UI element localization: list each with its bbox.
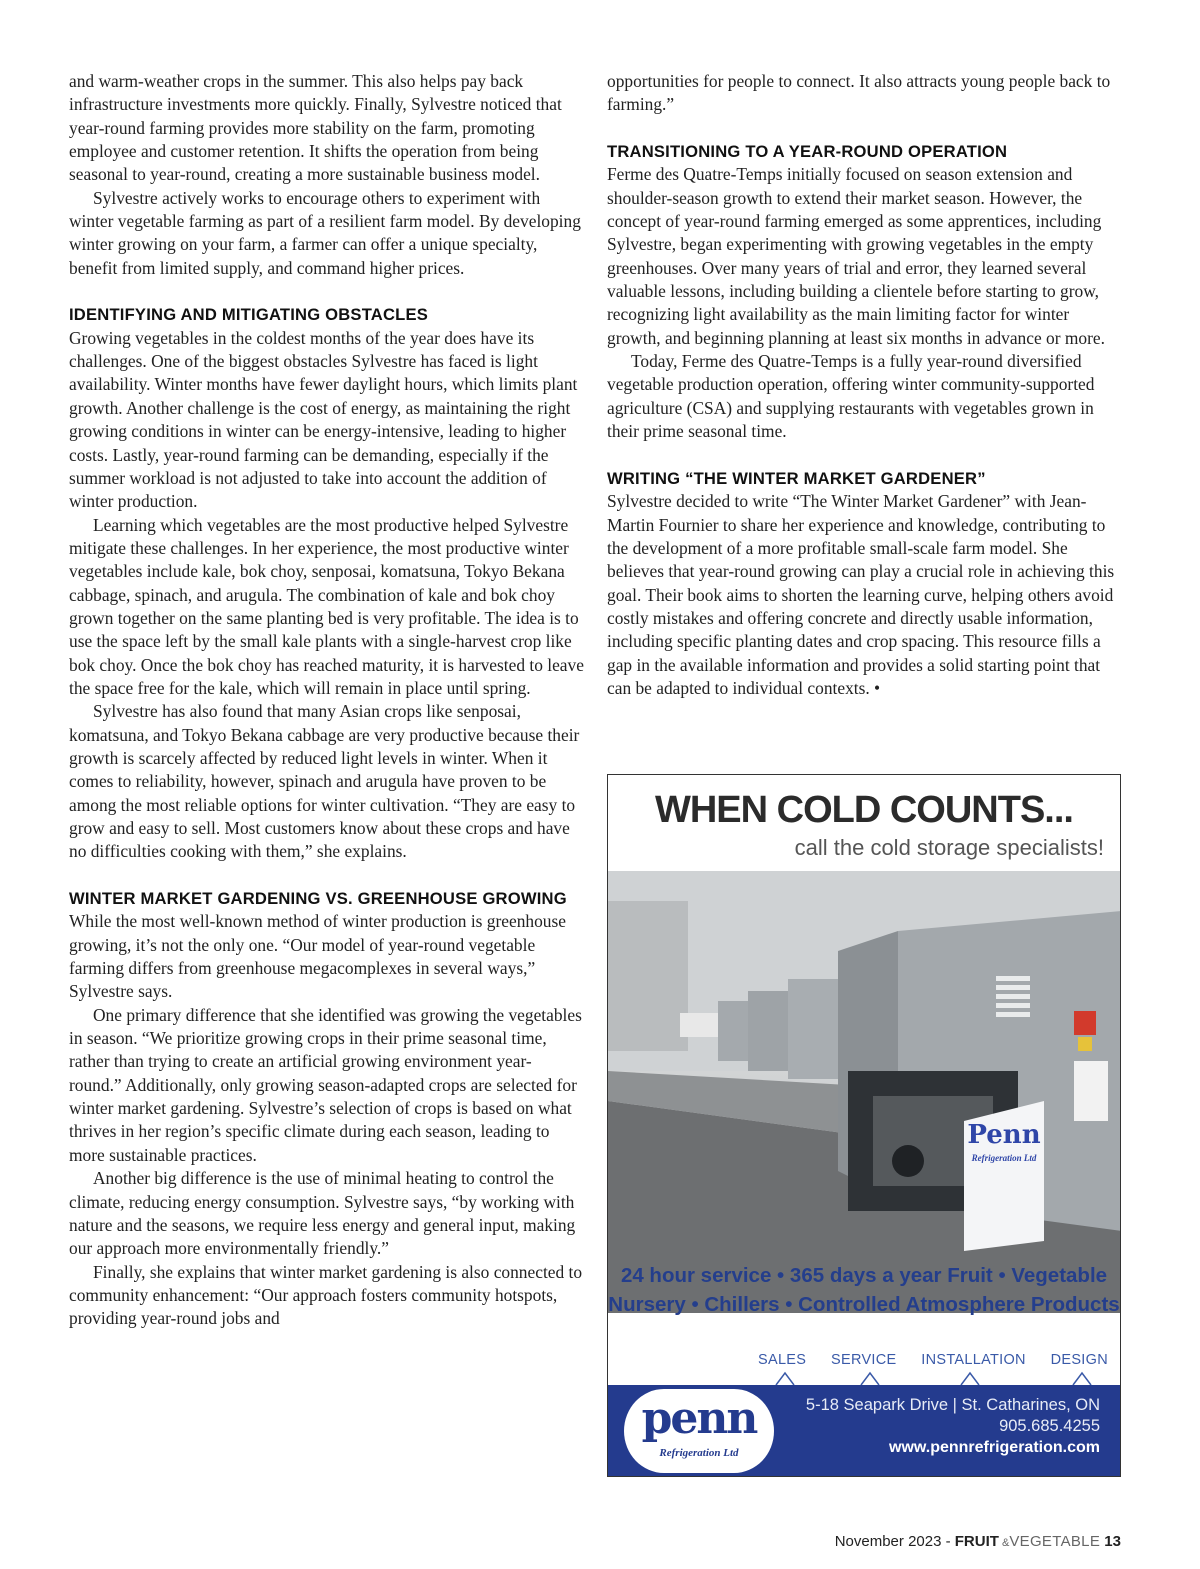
paragraph: While the most well-known method of winter production is greenhouse growing, it’s not the only one. “Our model of year-round vegetable farming differs from greenhouse megacomplexes in several ways,” Sylvestre says.: [69, 911, 566, 1002]
ad-service-line: 24 hour service • 365 days a year Fruit • Vegetable: [620, 1264, 1108, 1287]
article-right-column: [607, 70, 1122, 700]
footer-ampersand: &: [998, 1537, 1010, 1549]
paragraph: Another big difference is the use of minimal heating to control the climate, reducing energy consumption. Sylvestre says, “by working with nature and the seasons, we require less energy and general input, making our approach more environmentally friendly.”: [69, 1168, 576, 1259]
paragraph: One primary difference that she identified was growing the vegetables in season. “We prioritize growing crops in their prime seasonal time, rather than trying to create an artificial growing environment year-round.” Additionally, only growing season-adapted crops are selected for winter market gardening. Sylvestre’s selection of crops is based on what thrives in her region’s specific climate during each season, leading to more sustainable practices.: [69, 1004, 582, 1165]
tag-service: SERVICE: [831, 1352, 897, 1368]
page-number: 13: [1100, 1533, 1121, 1550]
section-heading: WINTER MARKET GARDENING VS. GREENHOUSE GROWING: [69, 889, 567, 909]
penn-logo: [624, 1389, 774, 1473]
penn-logo-sub: Refrigeration Ltd: [659, 1447, 739, 1459]
ad-service-tags: [758, 1352, 1108, 1368]
refrigeration-units-illustration: [608, 871, 1120, 1313]
tag-design: DESIGN: [1050, 1352, 1108, 1368]
ad-service-line: Nursery • Chillers • Controlled Atmosphere Products: [608, 1293, 1120, 1316]
ad-service-text: [608, 1261, 1120, 1319]
footer-publication-fruit: FRUIT: [954, 1533, 999, 1550]
penn-unit-sublabel: Refrigeration Ltd: [971, 1153, 1037, 1163]
ad-photo-refrigeration-units: [608, 871, 1120, 1313]
ad-address: 5-18 Seapark Drive | St. Catharines, ON: [805, 1396, 1100, 1414]
article-left-column: [69, 70, 584, 1331]
paragraph: Growing vegetables in the coldest months of the year does have its challenges. One of the biggest obstacles Sylvestre has faced is light availability. Winter months have fewer daylight hours, which limits plant growth. Another challenge is the cost of energy, as maintaining the right growing conditions in winter can be energy-intensive, leading to higher costs. Lastly, year-round farming can be demanding, especially if the summer workload is not adjusted to take into account the addition of winter production.: [69, 327, 578, 512]
penn-refrigeration-ad[interactable]: [607, 774, 1121, 1477]
section-heading: TRANSITIONING TO A YEAR-ROUND OPERATION: [607, 142, 1008, 162]
paragraph: Learning which vegetables are the most productive helped Sylvestre mitigate these challenges. In her experience, the most productive winter vegetables include kale, bok choy, senposai, komatsuna, Tokyo Bekana cabbage, spinach, and arugula. The combination of kale and bok choy grown together on the same planting bed is very profitable. The idea is to use the space left by the small kale plants with a single-harvest crop like bok choy. Once the bok choy has reached maturity, it is harvested to leave the space free for the kale, which will remain in place until spring.: [69, 514, 584, 698]
paragraph: Sylvestre actively works to encourage others to experiment with winter vegetable farming as part of a resilient farm model. By developing winter growing on your farm, a farmer can offer a unique specialty, benefit from limited supply, and command higher prices.: [69, 187, 581, 278]
paragraph: Ferme des Quatre-Temps initially focused on season extension and shoulder-season growth to extend their market season. However, the concept of year-round farming emerged as some apprentices, including Sylvestre, began experimenting with growing vegetables in the empty greenhouses. Over many years of trial and error, they learned several valuable lessons, including building a clientele before starting to grow, recognizing light availability as the main limiting factor for winter growth, and beginning planning at least six months in advance or more.: [607, 164, 1105, 348]
paragraph: Today, Ferme des Quatre-Temps is a fully year-round diversified vegetable production operation, offering winter community-supported agriculture (CSA) and supplying restaurants with vegetables grown in their prime seasonal time.: [607, 351, 1095, 442]
paragraph: Sylvestre has also found that many Asian crops like senposai, komatsuna, and Tokyo Bekana cabbage are very productive because their growth is scarcely affected by reduced light levels in winter. When it comes to reliability, however, spinach and arugula have proven to be among the most reliable options for winter cultivation. “They are easy to grow and easy to sell. Most customers know about these crops and have no difficulties cooking with them,” she explains.: [69, 701, 580, 862]
tag-installation: INSTALLATION: [921, 1352, 1026, 1368]
paragraph: Sylvestre decided to write “The Winter Market Gardener” with Jean-Martin Fournier to share her experience and knowledge, contributing to the development of a more profitable small-scale farm model. She believes that year-round growing can play a crucial role in achieving this goal. Their book aims to shorten the learning curve, helping others avoid costly mistakes and offering concrete and directly usable information, including specific planting dates and crop spacing. This resource fills a gap in the available information and provides a solid starting point that can be adapted to individual contexts. •: [607, 491, 1115, 698]
section-heading: WRITING “THE WINTER MARKET GARDENER”: [607, 468, 986, 488]
ad-subhead: call the cold storage specialists!: [794, 835, 1104, 860]
page-footer: [835, 1533, 1121, 1550]
penn-logo-word: penn: [641, 1393, 757, 1444]
paragraph: opportunities for people to connect. It also attracts young people back to farming.”: [607, 71, 1111, 115]
ad-phone[interactable]: 905.685.4255: [999, 1417, 1100, 1435]
footer-date: November 2023 -: [834, 1533, 955, 1550]
paragraph: and warm-weather crops in the summer. This also helps pay back infrastructure investments more quickly. Finally, Sylvestre noticed that year-round farming provides more stability on the farm, promoting employee and customer retention. It shifts the operation from being seasonal to year-round, creating a more sustainable business model.: [69, 71, 562, 185]
ad-headline: WHEN COLD COUNTS...: [655, 789, 1073, 831]
ad-contact-info: [806, 1395, 1100, 1458]
section-heading: IDENTIFYING AND MITIGATING OBSTACLES: [69, 305, 429, 325]
paragraph: Finally, she explains that winter market gardening is also connected to community enhancement: “Our approach fosters community hotspots, providing year-round jobs and: [69, 1261, 583, 1329]
penn-unit-label: Penn: [967, 1120, 1041, 1150]
footer-publication-vegetable: VEGETABLE: [1009, 1533, 1101, 1550]
ad-website-link[interactable]: www.pennrefrigeration.com: [889, 1439, 1100, 1456]
tag-sales: SALES: [758, 1352, 807, 1368]
